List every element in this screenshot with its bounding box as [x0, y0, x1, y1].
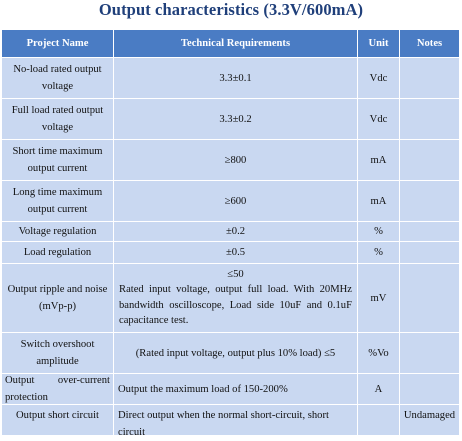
row-requirement: 3.3±0.2 [114, 99, 357, 139]
row-notes [400, 264, 459, 332]
ripple-limit: ≤50 [227, 269, 244, 281]
row-unit: %Vo [358, 333, 399, 373]
row-unit: mA [358, 140, 399, 180]
row-requirement: Direct output when the normal short-circuit, short circuit [114, 405, 357, 435]
row-requirement: (Rated input voltage, output plus 10% load) ≤5 [114, 333, 357, 373]
row-notes [400, 181, 459, 221]
row-notes [400, 374, 459, 404]
row-notes [400, 222, 459, 241]
row-name: Short time maximum output current [2, 140, 113, 180]
row-unit: % [358, 242, 399, 263]
row-requirement: ±0.5 [114, 242, 357, 263]
row-unit [358, 405, 399, 435]
header-unit: Unit [358, 30, 399, 57]
characteristics-table [2, 30, 460, 436]
header-notes: Notes [400, 30, 459, 57]
ripple-test-condition: Rated input voltage, output full load. With 20MHz bandwidth oscilloscope, Load side 10uF and 0.1uF capacitance test. [119, 284, 352, 327]
row-name: Output short circuit [2, 405, 113, 435]
row-name: Full load rated output voltage [2, 99, 113, 139]
row-name: Load regulation [2, 242, 113, 263]
row-unit: % [358, 222, 399, 241]
row-requirement: 3.3±0.1 [114, 58, 357, 98]
row-requirement: ±0.2 [114, 222, 357, 241]
row-requirement: ≥600 [114, 181, 357, 221]
header-project-name: Project Name [2, 30, 113, 57]
row-requirement: ≥800 [114, 140, 357, 180]
row-unit: A [358, 374, 399, 404]
row-notes [400, 58, 459, 98]
header-technical-requirements: Technical Requirements [114, 30, 357, 57]
row-name: Output ripple and noise (mVp-p) [2, 264, 113, 332]
row-name: No-load rated output voltage [2, 58, 113, 98]
row-notes [400, 99, 459, 139]
table-title: Output characteristics (3.3V/600mA) [98, 0, 364, 19]
row-notes [400, 333, 459, 373]
row-unit: mA [358, 181, 399, 221]
row-unit: Vdc [358, 58, 399, 98]
row-name: Switch overshoot amplitude [2, 333, 113, 373]
row-name: Output over-current protection [2, 374, 113, 404]
row-notes: Undamaged [400, 405, 459, 435]
row-notes [400, 242, 459, 263]
row-unit: mV [358, 264, 399, 332]
row-notes [400, 140, 459, 180]
row-requirement: Output the maximum load of 150-200% [114, 374, 357, 404]
row-unit: Vdc [358, 99, 399, 139]
row-name: Long time maximum output current [2, 181, 113, 221]
row-name: Voltage regulation [2, 222, 113, 241]
row-requirement [114, 264, 357, 332]
